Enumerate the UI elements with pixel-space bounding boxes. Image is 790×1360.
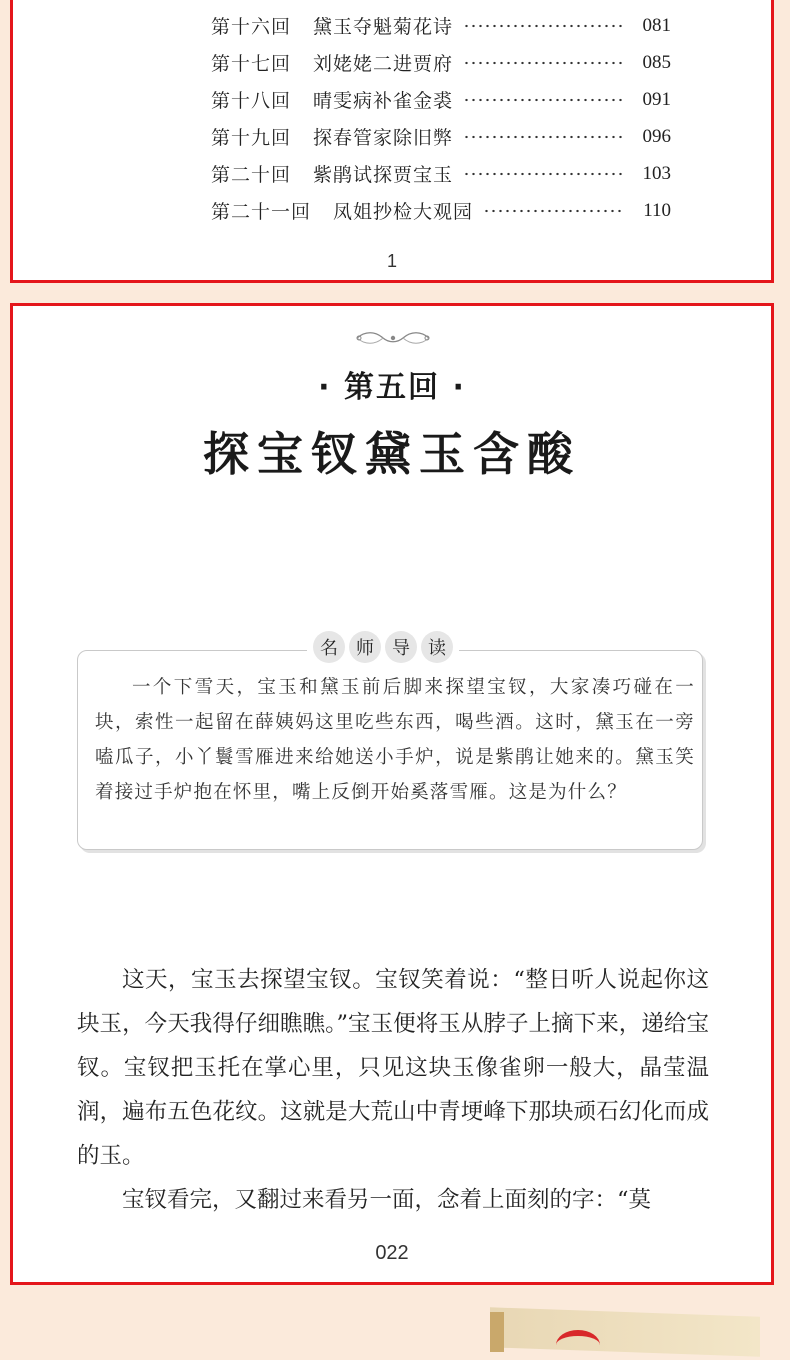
toc-leader-dots <box>463 172 625 176</box>
page-number: 1 <box>386 251 397 271</box>
toc-leader-dots <box>463 135 625 139</box>
toc-leader-dots <box>463 24 625 28</box>
toc-leader-dots <box>483 209 625 213</box>
scroll-ornament-icon <box>353 330 433 346</box>
book-logo-icon <box>556 1330 600 1360</box>
chapter-number: · 第五回 · <box>318 370 466 405</box>
toc-title: 黛玉夺魁菊花诗 <box>313 16 454 38</box>
chapter-body <box>77 958 709 1222</box>
toc-title: 紫鹃试探贾宝玉 <box>313 164 454 186</box>
toc-row[interactable] <box>211 192 671 229</box>
toc-row[interactable] <box>211 44 671 81</box>
table-of-contents <box>211 7 671 229</box>
toc-chapter: 第十九回 <box>211 127 292 149</box>
toc-title: 探春管家除旧弊 <box>313 127 454 149</box>
toc-leader-dots <box>463 61 625 65</box>
guide-heading-char: 名 <box>313 631 345 663</box>
chapter-page <box>10 303 774 1285</box>
toc-chapter: 第十六回 <box>211 16 292 38</box>
toc-page <box>10 0 774 283</box>
guide-heading-char: 师 <box>349 631 381 663</box>
toc-chapter: 第十八回 <box>211 90 292 112</box>
toc-row[interactable] <box>211 81 671 118</box>
toc-page-number: 081 <box>642 14 671 36</box>
teacher-guide-heading <box>307 631 459 663</box>
toc-row[interactable] <box>211 7 671 44</box>
page-number: 022 <box>375 1242 409 1264</box>
toc-chapter: 第十七回 <box>211 53 292 75</box>
toc-row[interactable] <box>211 118 671 155</box>
toc-chapter: 第二十回 <box>211 164 292 186</box>
guide-heading-char: 导 <box>385 631 417 663</box>
book-cover-image <box>490 1307 760 1356</box>
toc-page-number: 096 <box>642 125 671 147</box>
toc-row[interactable] <box>211 155 671 192</box>
toc-page-number: 103 <box>642 162 671 184</box>
teacher-guide-text: 一个下雪天，宝玉和黛玉前后脚来探望宝钗，大家凑巧碰在一块，索性一起留在薛姨妈这里吃些东西，喝些酒。这时，黛玉在一旁嗑瓜子，小丫鬟雪雁进来给她送小手炉，说是紫鹃让她来的。黛玉笑着接过手炉抱在怀里，嘴上反倒开始奚落雪雁。这是为什么？ <box>95 677 695 803</box>
chapter-title: 探宝钗黛玉含酸 <box>203 427 581 481</box>
toc-page-number: 110 <box>643 199 671 221</box>
toc-title: 晴雯病补雀金裘 <box>313 90 454 112</box>
guide-heading-char: 读 <box>421 631 453 663</box>
toc-leader-dots <box>463 98 625 102</box>
toc-page-number: 085 <box>642 51 671 73</box>
book-spine <box>490 1312 504 1352</box>
toc-chapter: 第二十一回 <box>211 201 312 223</box>
toc-title: 凤姐抄检大观园 <box>333 201 474 223</box>
toc-page-number: 091 <box>642 88 671 110</box>
body-paragraph: 宝钗看完，又翻过来看另一面，念着上面刻的字：“莫 <box>122 1187 652 1213</box>
body-paragraph: 这天，宝玉去探望宝钗。宝钗笑着说：“整日听人说起你这块玉，今天我得仔细瞧瞧。”宝玉便将玉从脖子上摘下来，递给宝钗。宝钗把玉托在掌心里，只见这块玉像雀卵一般大，晶莹温润，遍布五色花纹。这就是大荒山中青埂峰下那块顽石幻化而成的玉。 <box>77 967 709 1169</box>
toc-title: 刘姥姥二进贾府 <box>313 53 454 75</box>
